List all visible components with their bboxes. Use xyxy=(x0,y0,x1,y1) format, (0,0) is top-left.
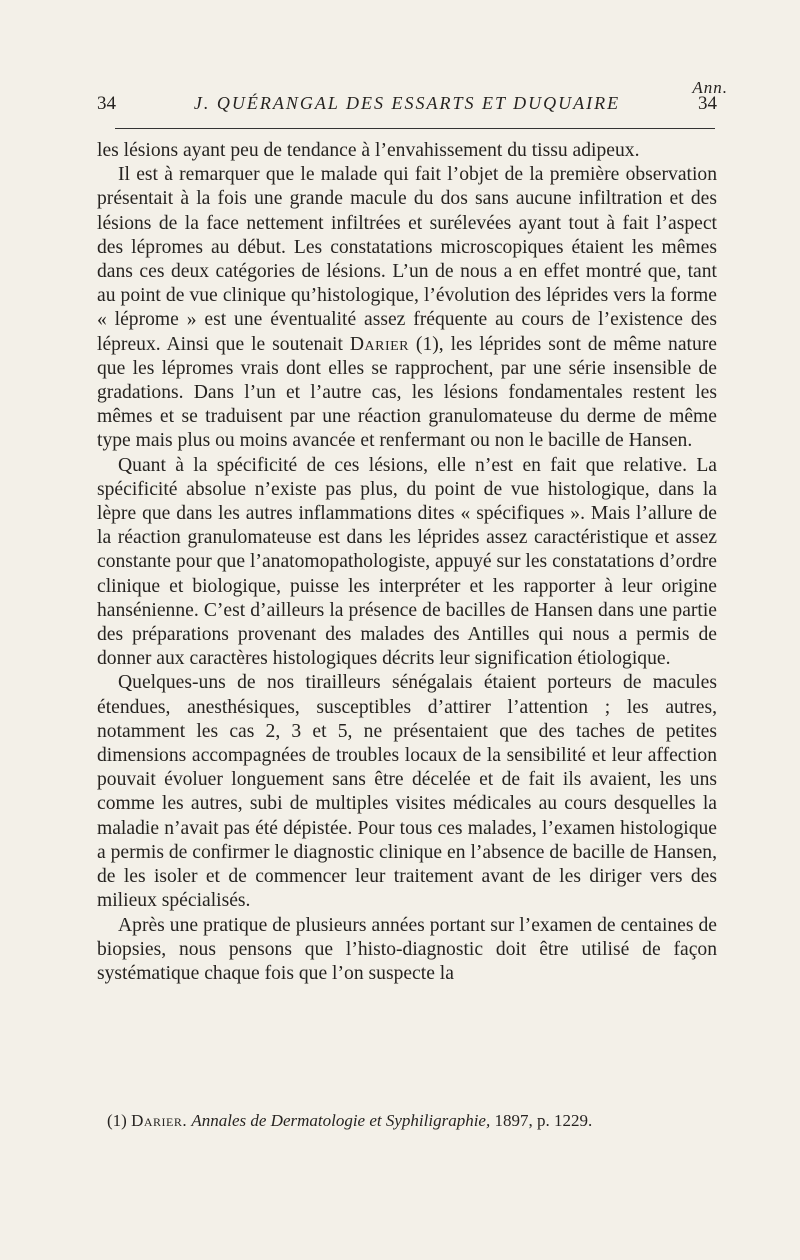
body-text xyxy=(97,139,717,986)
paragraph xyxy=(97,671,717,913)
page-number-left: 34 xyxy=(97,93,116,114)
paragraph-text: Après une pratique de plusieurs années portant sur l’examen de centaines de biopsies, nous pensons que l’histo-diagnostic doit être utilisé de façon systématique chaque fois que l’on suspecte la xyxy=(97,914,717,984)
footnote-details: 1897, p. 1229. xyxy=(494,1111,593,1130)
page-number-right: 34 xyxy=(698,93,717,114)
footnote xyxy=(107,1110,717,1132)
paragraph-text: Il est à remarquer que le malade qui fait l’objet de la première observation présentait à la fois une grande macule du dos sans aucune infiltration et des lésions de la face nettement infiltrées et surélevées ayant tout à fait l’aspect des lépromes au début. Les constatations microscopiques étaient les mêmes dans ces deux catégories de lésions. L’un de nous a en effet montré que, tant au point de vue clinique qu’histologique, l’évolution des léprides vers la forme « lépromе » est une éventualité assez fréquente au cours de l’existence des lépreux. Ainsi que le soutenait xyxy=(97,164,717,355)
paragraph-text: les lésions ayant peu de tendance à l’envahissement du tissu adipeux. xyxy=(97,140,640,161)
paragraph xyxy=(97,139,717,163)
footnote-author: Darier. xyxy=(131,1111,188,1130)
footnote-title: Annales de Dermatologie et Syphiligraphie, xyxy=(191,1111,491,1130)
footnote-marker: (1) xyxy=(107,1111,127,1130)
paragraph-text: (1), les léprides sont de même nature que les lépromes vrais dont elles se rapprochent, par une série insensible de gradations. Dans l’un et l’autre cas, les lésions fondamentales restent les mêmes et se traduisent par une réaction granulomateuse du derme de même type mais plus ou moins avancée et renfermant ou non le bacille de Hansen. xyxy=(97,333,718,452)
paragraph xyxy=(97,454,717,672)
paragraph xyxy=(97,163,717,453)
running-header xyxy=(97,93,717,119)
header-rule xyxy=(115,128,715,129)
paragraph-text: Quelques-uns de nos tirailleurs sénégalais étaient porteurs de macules étendues, anesthésiques, susceptibles d’attirer l’attention ; les autres, notamment les cas 2, 3 et 5, ne présentaient que des taches de petites dimensions accompagnées de troubles locaux de la sensibilité et leur affection pouvait évoluer longuement sans être décelée et de fait ils avaient, les uns comme les autres, subi de multiples visites médicales au cours desquelles la maladie n’avait pas été dépistée. Pour tous ces malades, l’examen histologique a permis de confirmer le diagnostic clinique en l’absence de bacille de Hansen, de les isoler et de commencer leur traitement avant de les diriger vers des milieux spécialisés. xyxy=(97,672,717,912)
running-title: J. QUÉRANGAL DES ESSARTS ET DUQUAIRE xyxy=(193,93,621,113)
paragraph-text: Quant à la spécificité de ces lésions, elle n’est en fait que relative. La spécificité absolue n’existe pas plus, du point de vue histologique, dans la lèpre que dans les autres inflammations dites « spécifiques ». Mais l’allure de la réaction granulomateuse est dans les léprides assez caractéristique et assez constante pour que l’anatomopathologiste, appuyé sur les constatations d’ordre clinique et biologique, puisse les interpréter et les rapporter à leur origine hansénienne. C’est d’ailleurs la présence de bacilles de Hansen dans une partie des préparations provenant des malades des Antilles qui nous a permis de donner aux caractères histologiques décrits leur signification étiologique. xyxy=(97,454,717,670)
margin-annotation: Ann. xyxy=(692,78,728,97)
cited-author: Darier xyxy=(349,333,409,355)
paragraph xyxy=(97,914,717,987)
